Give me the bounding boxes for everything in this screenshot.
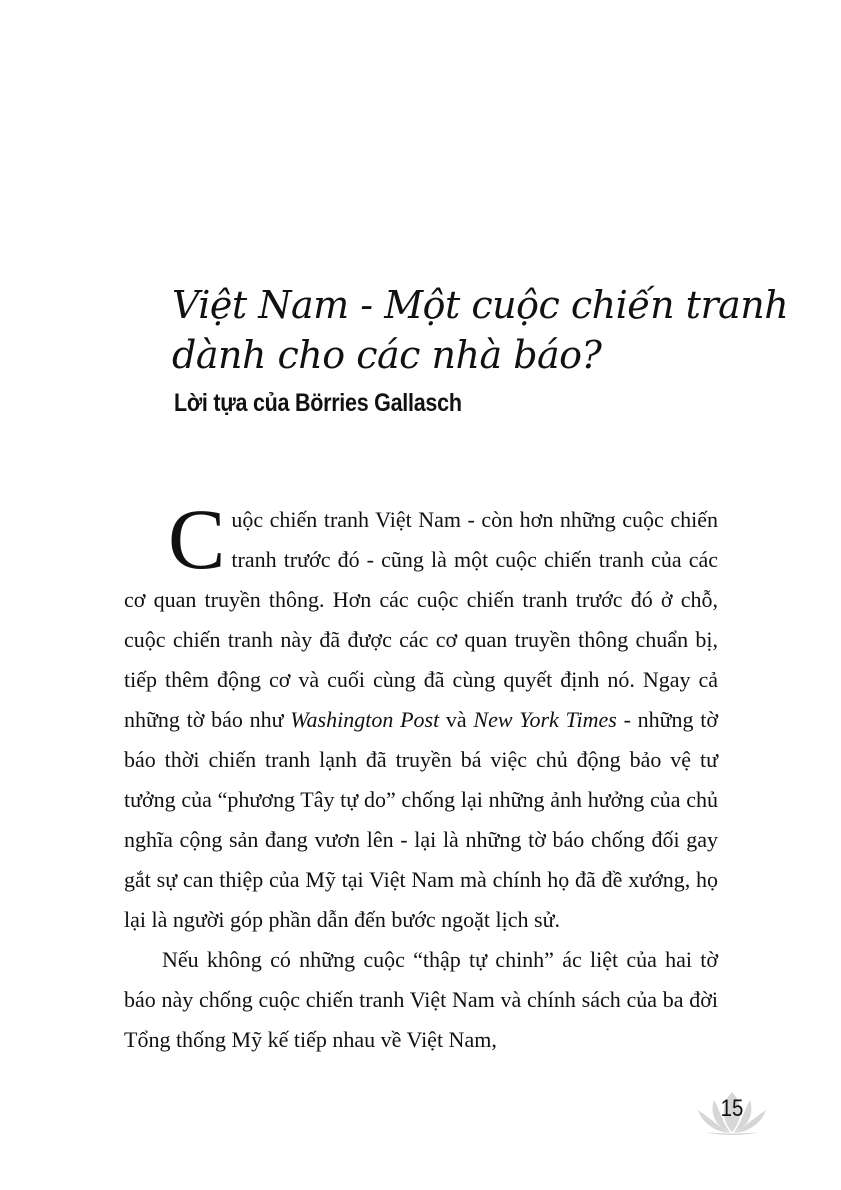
page-number-folio [692,1088,772,1138]
paragraph-2: Nếu không có những cuộc “thập tự chinh” ác liệt của hai tờ báo này chống cuộc chiến tranh Việt Nam và chính sách của ba đời Tổng thống Mỹ kế tiếp nhau về Việt Nam, [124,947,718,1052]
paragraph-1-text-a: uộc chiến tranh Việt Nam - còn hơn những cuộc chiến tranh trước đó - cũng là một cuộc chiến tranh của các cơ quan truyền thông. Hơn các cuộc chiến tranh trước đó ở chỗ, cuộc chiến tranh này đã được các cơ quan truyền thông chuẩn bị, tiếp thêm động cơ và cuối cùng đã cùng quyết định nó. Ngay cả những tờ báo như [124,507,718,732]
page-number: 15 [720,1095,744,1122]
italic-new-york-times: New York Times [473,707,617,732]
body-text [124,491,719,1060]
chapter-title-line-2: dành cho các nhà báo? [172,333,602,377]
chapter-title-line-1: Việt Nam - Một cuộc chiến tranh [172,283,789,327]
chapter-title [172,280,789,380]
italic-washington-post: Washington Post [290,707,440,732]
drop-cap: C [168,491,226,587]
paragraph-1-text-b: và [439,707,474,732]
paragraph-1-text-c: - những tờ báo thời chiến tranh lạnh đã truyền bá việc chủ động bảo vệ tư tưởng của “phương Tây tự do” chống lại những ảnh hưởng của chủ nghĩa cộng sản đang vươn lên - lại là những tờ báo chống đối gay gắt sự can thiệp của Mỹ tại Việt Nam mà chính họ đã đề xướng, họ lại là người góp phần dẫn đến bước ngoặt lịch sử. [124,707,719,932]
paragraph-1 [124,491,719,940]
chapter-subtitle: Lời tựa của Börries Gallasch [174,389,462,417]
